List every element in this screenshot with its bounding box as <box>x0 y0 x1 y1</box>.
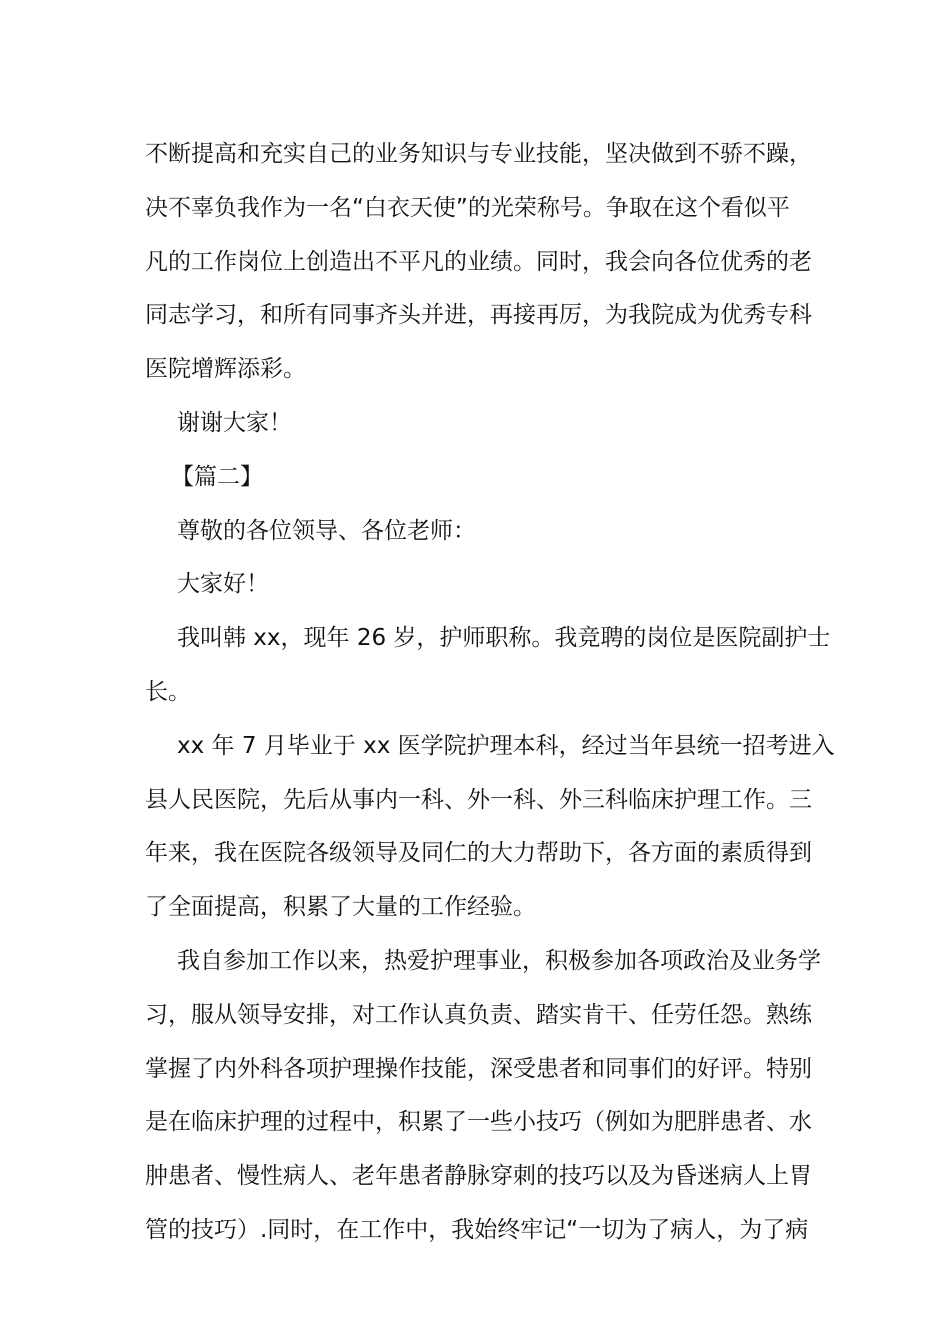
text-line: 长。 <box>145 678 191 705</box>
thanks-line: 谢谢大家！ <box>177 409 292 436</box>
text-line: 习，服从领导安排，对工作认真负责、踏实肯干、任劳任怨。熟练 <box>145 1001 812 1028</box>
text-line: 决不辜负我作为一名“白衣天使”的光荣称号。争取在这个看似平 <box>145 194 790 221</box>
document-body <box>145 128 835 1258</box>
salutation-line: 尊敬的各位领导、各位老师： <box>177 517 476 544</box>
text-line: 医院增辉添彩。 <box>145 356 306 383</box>
section-heading: 【篇二】 <box>171 463 263 490</box>
greeting-line: 大家好！ <box>177 571 269 598</box>
text-line: xx 年 7 月毕业于 xx 医学院护理本科，经过当年县统一招考进入 <box>177 732 835 759</box>
text-line: 同志学习，和所有同事齐头并进，再接再厉，为我院成为优秀专科 <box>145 302 812 329</box>
paragraph-work-attitude <box>145 935 821 1258</box>
text-line: 县人民医院，先后从事内一科、外一科、外三科临床护理工作。三 <box>145 786 812 813</box>
paragraph-education <box>145 720 835 935</box>
text-line: 凡的工作岗位上创造出不平凡的业绩。同时，我会向各位优秀的老 <box>145 248 812 275</box>
text-line: 掌握了内外科各项护理操作技能，深受患者和同事们的好评。特别 <box>145 1055 812 1082</box>
text-line: 不断提高和充实自己的业务知识与专业技能，坚决做到不骄不躁， <box>145 141 812 167</box>
paragraph-continuation <box>145 128 812 397</box>
paragraph-introduction <box>145 612 831 720</box>
text-line: 管的技巧）.同时，在工作中，我始终牢记“一切为了病人，为了病 <box>145 1216 809 1243</box>
text-line: 了全面提高，积累了大量的工作经验。 <box>145 894 536 921</box>
text-line: 年来，我在医院各级领导及同仁的大力帮助下，各方面的素质得到 <box>145 840 812 867</box>
text-line: 我叫韩 xx，现年 26 岁，护师职称。我竞聘的岗位是医院副护士 <box>177 625 831 652</box>
text-line: 肿患者、慢性病人、老年患者静脉穿刺的技巧以及为昏迷病人上胃 <box>145 1163 812 1190</box>
text-line: 是在临床护理的过程中，积累了一些小技巧（例如为肥胖患者、水 <box>145 1109 812 1136</box>
text-line: 我自参加工作以来，热爱护理事业，积极参加各项政治及业务学 <box>177 947 821 974</box>
